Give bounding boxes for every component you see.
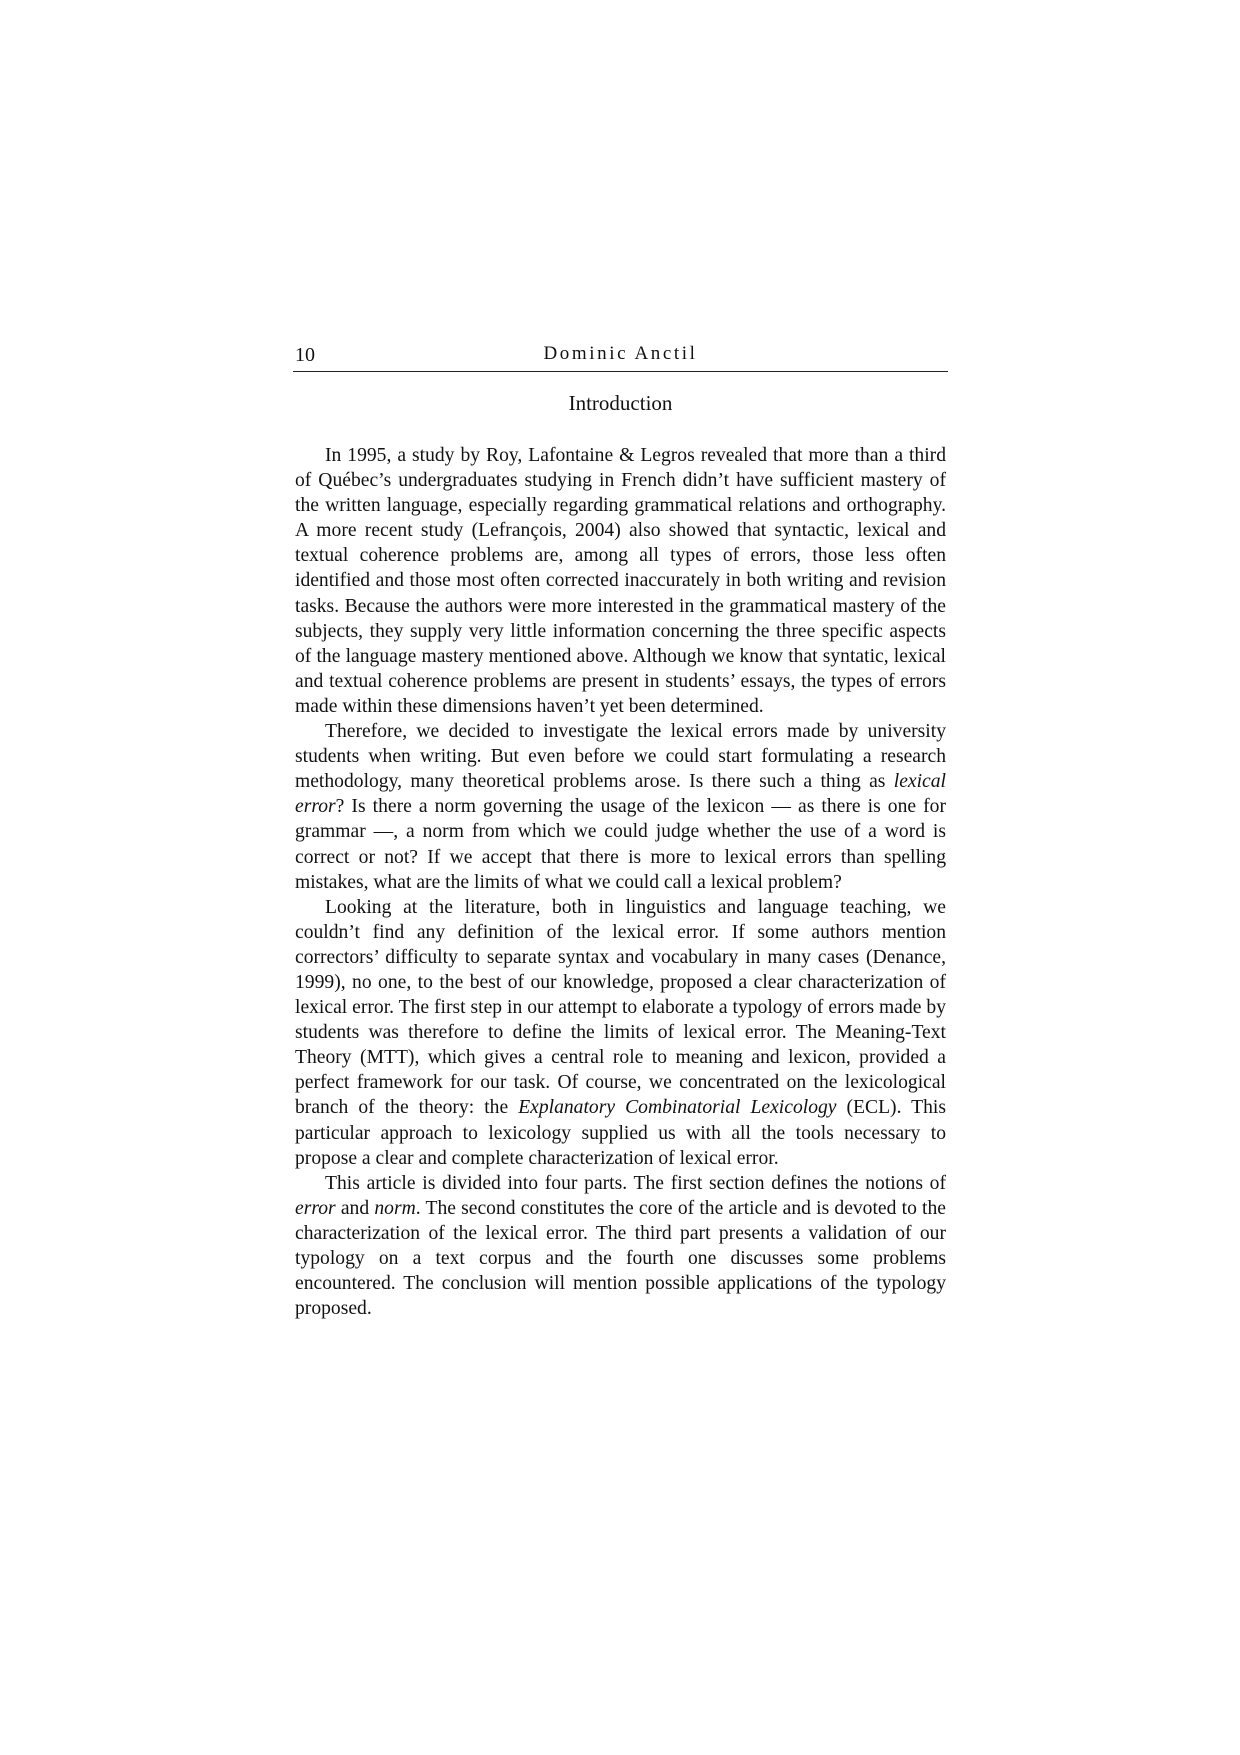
paragraph [295,895,946,1171]
text-run: Therefore, we decided to investigate the lexical errors made by university students when writing. But even before we could start formulating a research methodology, many theoretical problems arose. Is there such a thing as [295,721,946,793]
italic-term: norm [374,1197,416,1219]
text-run: In 1995, a study by Roy, Lafontaine & Legros revealed that more than a third of Québec’s undergraduates studying in French didn’t have sufficient mastery of the written language, especially regarding grammatical relations and orthography. A more recent study (Lefrançois, 2004) also showed that syntactic, lexical and textual coherence problems are, among all types of errors, those less often identified and those most often corrected inaccurately in both writing and revision tasks. Because the authors were more interested in the grammatical mastery of the subjects, they supply very little information concerning the three specific aspects of the language mastery mentioned above. Although we know that syntatic, lexical and textual coherence problems are present in students’ essays, the types of errors made within these dimensions haven’t yet been determined. [295,445,946,717]
running-header [293,339,948,372]
italic-term: Explanatory Combinatorial Lexicology [518,1097,837,1119]
text-run: (ECL). This particular approach to lexicology supplied us with all the tools necessary to propose a clear and complete characterization of lexical error. [295,1097,946,1169]
paragraph [295,719,946,895]
section-heading: Introduction [568,391,673,415]
body-text [295,443,946,1321]
text-run: and [335,1197,375,1219]
page-number: 10 [295,344,315,366]
text-run: . The second constitutes the core of the article and is devoted to the characterization of the lexical error. The third part presents a validation of our typology on a text corpus and the fourth one discusses some problems encountered. The conclusion will mention possible applications of the typology proposed. [295,1197,946,1320]
text-run: This article is divided into four parts. The first section defines the notions of [325,1172,946,1194]
italic-term: error [295,1197,336,1219]
paragraph [295,1171,946,1322]
running-head-author: Dominic Anctil [543,343,698,364]
text-run: Looking at the literature, both in linguistics and language teaching, we couldn’t find any definition of the lexical error. If some authors mention correctors’ difficulty to separate syntax and vocabulary in many cases (Denance, 1999), no one, to the best of our knowledge, proposed a clear characterization of lexical error. The first step in our attempt to elaborate a typology of errors made by students was therefore to define the limits of lexical error. The Meaning-Text Theory (MTT), which gives a central role to meaning and lexicon, provided a perfect framework for our task. Of course, we concentrated on the lexicological branch of the theory: the [295,896,946,1119]
paragraph [295,443,946,719]
text-run: ? Is there a norm governing the usage of the lexicon — as there is one for grammar —, a norm from which we could judge whether the use of a word is correct or not? If we accept that there is more to lexical errors than spelling mistakes, what are the limits of what we could call a lexical problem? [295,796,946,893]
italic-term: lexical error [295,771,946,818]
